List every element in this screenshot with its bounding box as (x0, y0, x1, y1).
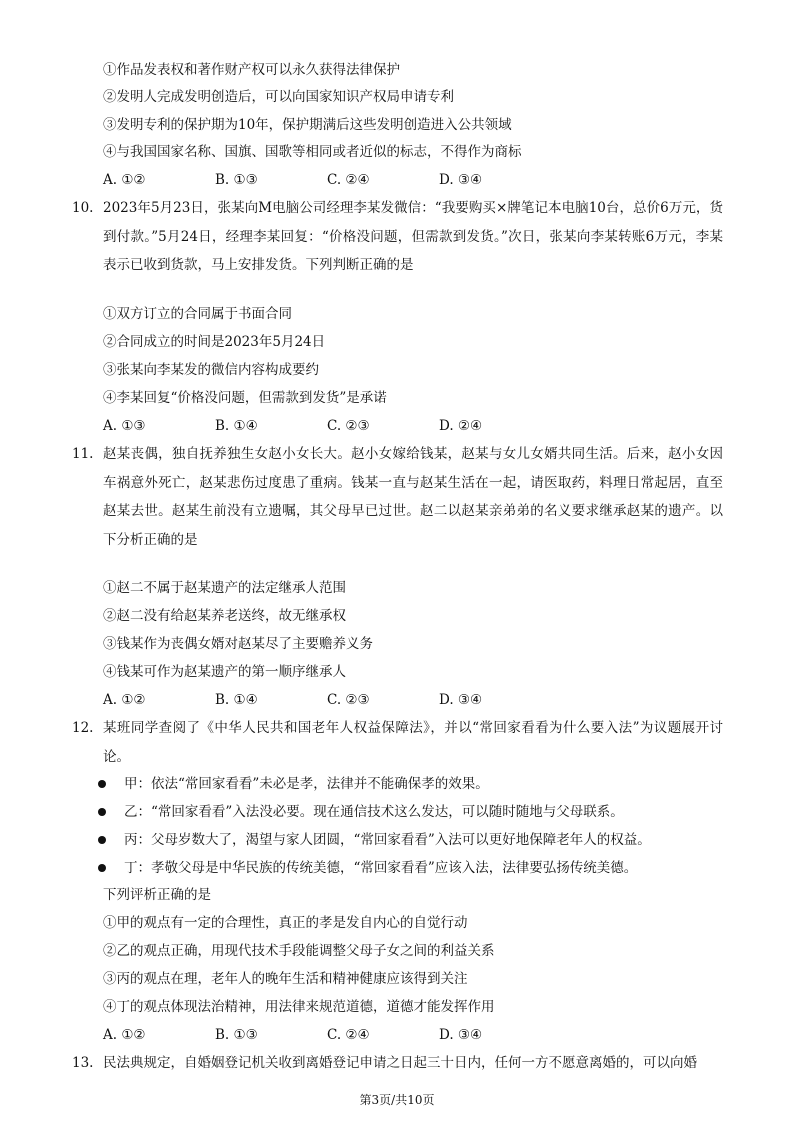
q12-option-c: C. ②④ (327, 1027, 370, 1043)
q12-option-b: B. ①③ (215, 1027, 258, 1043)
q11-options (103, 690, 551, 710)
q11-option-a: A. ①② (103, 692, 146, 708)
q11-statement-2: ②赵二没有给赵某养老送终，故无继承权 (103, 608, 346, 624)
q11-option-b: B. ①④ (215, 692, 258, 708)
q11-statement-3: ③钱某作为丧偶女婿对赵某尽了主要赡养义务 (103, 636, 373, 652)
q12-stem: 某班同学查阅了《中华人民共和国老年人权益保障法》，并以“常回家看看为什么要入法”为议题展开讨论。 (103, 720, 723, 765)
q12-statement-3: ③丙的观点在理，老年人的晚年生活和精神健康应该得到关注 (103, 971, 468, 987)
q12-bullet-2: 乙：“常回家看看”入法没必要。现在通信技术这么发达，可以随时随地与父母联系。 (124, 804, 624, 820)
q10-option-a: A. ①③ (103, 418, 146, 434)
q12-bullet-3: 丙：父母岁数大了，渴望与家人团圆，“常回家看看”入法可以更好地保障老年人的权益。 (124, 832, 651, 848)
q12-statement-4: ④丁的观点体现法治精神，用法律来规范道德，道德才能发挥作用 (103, 999, 495, 1015)
q10-number: 10. (72, 200, 94, 216)
q10-statement-3: ③张某向李某发的微信内容构成要约 (103, 362, 319, 378)
q12-statement-2: ②乙的观点正确，用现代技术手段能调整父母子女之间的利益关系 (103, 943, 495, 959)
q12-option-d: D. ③④ (439, 1027, 483, 1043)
q13-stem: 民法典规定，自婚姻登记机关收到离婚登记申请之日起三十日内，任何一方不愿意离婚的，可以向婚 (103, 1055, 697, 1071)
q12-bullet-1: 甲：依法“常回家看看”未必是孝，法律并不能确保孝的效果。 (124, 776, 489, 792)
q12-number: 12. (72, 720, 94, 736)
bullet-dot (98, 836, 106, 844)
q9-option-b: B. ①③ (215, 172, 258, 188)
q12-statement-1: ①甲的观点有一定的合理性，真正的孝是发自内心的自觉行动 (103, 915, 468, 931)
q9-option-a: A. ①② (103, 172, 146, 188)
q13-number: 13. (72, 1055, 94, 1071)
q11-statement-1: ①赵二不属于赵某遗产的法定继承人范围 (103, 580, 346, 596)
q12-option-a: A. ①② (103, 1027, 146, 1043)
bullet-dot (98, 864, 106, 872)
q9-statement-1: ①作品发表权和著作财产权可以永久获得法律保护 (103, 62, 400, 78)
q11-number: 11. (72, 446, 94, 462)
q10-options (103, 416, 551, 436)
q10-option-c: C. ②③ (327, 418, 370, 434)
q12-bullet-4: 丁：孝敬父母是中华民族的传统美德，“常回家看看”应该入法，法律要弘扬传统美德。 (124, 860, 638, 876)
bullet-dot (98, 808, 106, 816)
bullet-dot (98, 780, 106, 788)
q9-option-d: D. ③④ (439, 172, 483, 188)
page-number-footer: 第3页/共10页 (359, 1093, 435, 1107)
q12-options (103, 1025, 551, 1045)
q9-option-c: C. ②④ (327, 172, 370, 188)
q11-option-d: D. ③④ (439, 692, 483, 708)
q9-statement-4: ④与我国国家名称、国旗、国歌等相同或者近似的标志，不得作为商标 (103, 144, 522, 160)
q11-statement-4: ④钱某可作为赵某遗产的第一顺序继承人 (103, 664, 346, 680)
q10-stem: 2023年5月23日，张某向M电脑公司经理李某发微信：“我要购买×牌笔记本电脑10台，总价6万元，货到付款。”5月24日，经理李某回复：“价格没问题，但需款到发货。”次日，张某向李某转账6万元，李某表示已收到货款，马上安排发货。下列判断正确的是 (103, 200, 723, 273)
q11-stem: 赵某丧偶，独自抚养独生女赵小女长大。赵小女嫁给钱某，赵某与女儿女婿共同生活。后来，赵小女因车祸意外死亡，赵某悲伤过度患了重病。钱某一直与赵某生活在一起，请医取药，料理日常起居，直至赵某去世。赵某生前没有立遗嘱，其父母早已过世。赵二以赵某亲弟弟的名义要求继承赵某的遗产。以下分析正确的是 (103, 446, 723, 548)
q10-statement-4: ④李某回复“价格没问题，但需款到发货”是承诺 (103, 390, 387, 406)
q9-options (103, 170, 551, 190)
q12-prompt: 下列评析正确的是 (103, 887, 211, 903)
q10-statement-1: ①双方订立的合同属于书面合同 (103, 306, 292, 322)
q11-option-c: C. ②③ (327, 692, 370, 708)
q9-statement-3: ③发明专利的保护期为10年，保护期满后这些发明创造进入公共领域 (103, 117, 512, 133)
q10-option-d: D. ②④ (439, 418, 483, 434)
q10-option-b: B. ①④ (215, 418, 258, 434)
q9-statement-2: ②发明人完成发明创造后，可以向国家知识产权局申请专利 (103, 89, 454, 105)
q10-statement-2: ②合同成立的时间是2023年5月24日 (103, 334, 326, 350)
